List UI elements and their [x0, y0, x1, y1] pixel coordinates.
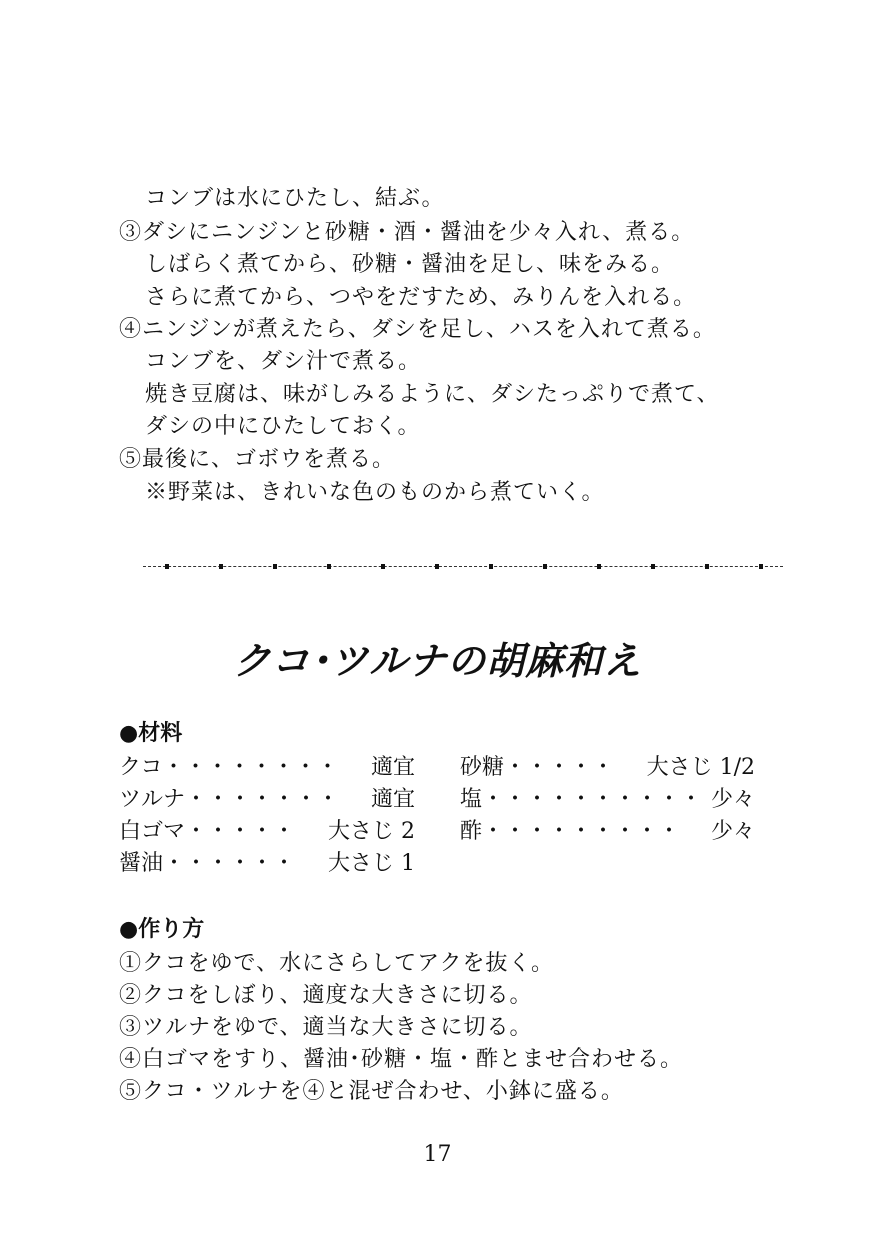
method-step: ⑤クコ・ツルナを④と混ぜ合わせ、小鉢に盛る。 [119, 1079, 624, 1104]
divider-dot [327, 564, 331, 569]
recipe-title: クコ･ツルナの胡麻和え [232, 639, 643, 683]
step-line: さらに煮てから、つやをだすため、みりんを入れる。 [145, 285, 697, 310]
divider-dot [165, 564, 169, 569]
divider-dot [651, 564, 655, 569]
ingredient-amount: 少々 [710, 787, 755, 812]
divider-dot [597, 564, 601, 569]
method-heading: ●作り方 [119, 917, 205, 942]
method-step: ①クコをゆで、水にさらしてアクを抜く。 [119, 951, 555, 976]
step-line: 焼き豆腐は、味がしみるように、ダシたっぷりで煮て、 [145, 382, 720, 407]
divider-dot [759, 564, 763, 569]
ingredient-name: 酢・・・・・・・・・ [460, 819, 681, 844]
ingredient-name: クコ・・・・・・・・ [119, 755, 339, 780]
ingredient-amount: 大さじ 1/2 [646, 755, 755, 780]
divider-dot [489, 564, 493, 569]
step-line: コンブは水にひたし、結ぶ。 [145, 186, 445, 211]
divider-dot [273, 564, 277, 569]
ingredient-amount: 少々 [710, 819, 755, 844]
ingredient-amount: 適宜 [370, 755, 415, 780]
step-line: ※野菜は、きれいな色のものから煮ていく。 [145, 480, 605, 505]
divider-dot [435, 564, 439, 569]
divider-markers [143, 563, 783, 571]
divider-dot [543, 564, 547, 569]
divider-dot [705, 564, 709, 569]
ingredient-amount: 大さじ 1 [328, 851, 415, 876]
ingredients-heading: ●材料 [119, 721, 183, 746]
ingredient-amount: 大さじ 2 [328, 819, 415, 844]
page-number: 17 [423, 1142, 452, 1167]
divider-dot [381, 564, 385, 569]
step-line: コンブを、ダシ汁で煮る。 [145, 349, 422, 374]
step-line: ③ダシにニンジンと砂糖・酒・醤油を少々入れ、煮る。 [119, 220, 695, 245]
ingredient-name: 白ゴマ・・・・・ [119, 819, 296, 844]
ingredient-name: 塩・・・・・・・・・・ [460, 787, 703, 812]
step-line: ④ニンジンが煮えたら、ダシを足し、ハスを入れて煮る。 [119, 317, 716, 342]
method-step: ④白ゴマをすり、醤油･砂糖・塩・酢とませ合わせる。 [119, 1047, 684, 1072]
step-line: ⑤最後に、ゴボウを煮る。 [119, 447, 396, 472]
ingredient-name: ツルナ・・・・・・・ [119, 787, 340, 812]
ingredient-name: 醤油・・・・・・ [119, 851, 296, 876]
ingredient-name: 砂糖・・・・・ [460, 755, 615, 780]
step-line: しばらく煮てから、砂糖・醤油を足し、味をみる。 [145, 252, 675, 277]
step-line: ダシの中にひたしておく。 [145, 414, 421, 439]
ingredient-amount: 適宜 [370, 787, 415, 812]
method-step: ③ツルナをゆで、適当な大きさに切る。 [119, 1015, 533, 1040]
divider-dot [219, 564, 223, 569]
method-step: ②クコをしぼり、適度な大きさに切る。 [119, 983, 533, 1008]
